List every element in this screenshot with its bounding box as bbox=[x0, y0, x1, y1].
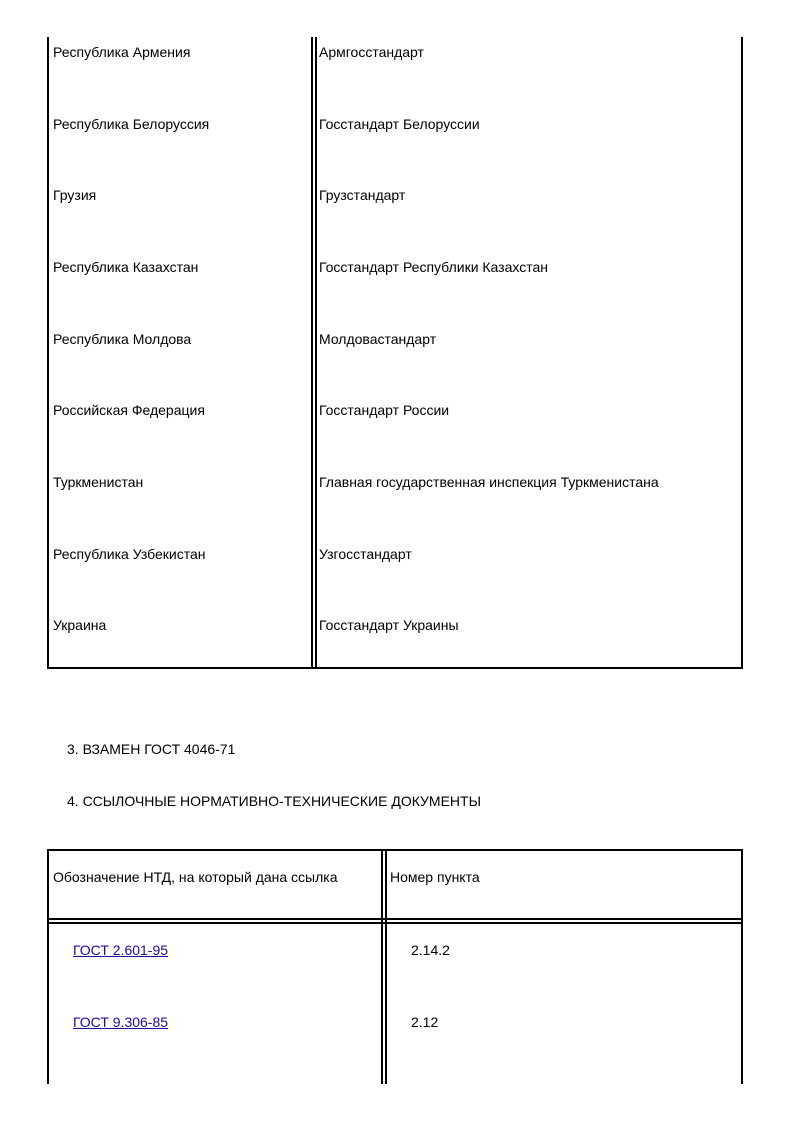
state-cell: Республика Белоруссия bbox=[53, 116, 210, 132]
clause-cell: 2.12 bbox=[411, 1014, 439, 1030]
clause-cell: 2.14.2 bbox=[411, 942, 450, 958]
document-cell bbox=[73, 941, 168, 959]
column-header-document: Обозначение НТД, на который дана ссылка bbox=[53, 869, 338, 885]
table-border-bottom bbox=[47, 667, 743, 669]
body-cell: Госстандарт Украины bbox=[319, 617, 459, 633]
state-cell: Грузия bbox=[53, 187, 97, 203]
document-cell bbox=[73, 1013, 168, 1031]
body-cell: Узгосстандарт bbox=[319, 546, 412, 562]
body-cell: Госстандарт Республики Казахстан bbox=[319, 259, 549, 275]
document-link[interactable]: ГОСТ 9.306-85 bbox=[73, 1014, 169, 1030]
column-divider bbox=[311, 37, 313, 669]
state-cell: Республика Армения bbox=[53, 44, 191, 60]
section-replaced: 3. ВЗАМЕН ГОСТ 4046-71 bbox=[67, 741, 236, 757]
column-divider bbox=[381, 849, 383, 1084]
body-cell: Грузстандарт bbox=[319, 187, 406, 203]
body-cell: Молдовастандарт bbox=[319, 331, 437, 347]
column-divider bbox=[315, 37, 317, 669]
body-cell: Армгосстандарт bbox=[319, 44, 424, 60]
section-references-heading: 4. ССЫЛОЧНЫЕ НОРМАТИВНО-ТЕХНИЧЕСКИЕ ДОКУМЕНТЫ bbox=[67, 793, 481, 809]
column-divider bbox=[385, 849, 387, 1084]
document-link[interactable]: ГОСТ 2.601-95 bbox=[73, 942, 169, 958]
table-border-top bbox=[47, 849, 743, 851]
state-cell: Украина bbox=[53, 617, 107, 633]
header-divider bbox=[47, 918, 743, 920]
state-cell: Республика Казахстан bbox=[53, 259, 199, 275]
table-border-right bbox=[741, 849, 743, 1084]
column-header-clause: Номер пункта bbox=[390, 869, 480, 885]
header-divider bbox=[47, 922, 743, 924]
body-cell: Госстандарт Белоруссии bbox=[319, 116, 480, 132]
state-cell: Российская Федерация bbox=[53, 402, 205, 418]
state-cell: Республика Узбекистан bbox=[53, 546, 206, 562]
body-cell: Главная государственная инспекция Туркменистана bbox=[319, 474, 659, 490]
state-cell: Республика Молдова bbox=[53, 331, 192, 347]
body-cell: Госстандарт России bbox=[319, 402, 450, 418]
table-border-left bbox=[47, 849, 49, 1084]
table-border-left bbox=[47, 37, 49, 669]
state-cell: Туркменистан bbox=[53, 474, 144, 490]
table-border-right bbox=[741, 37, 743, 669]
